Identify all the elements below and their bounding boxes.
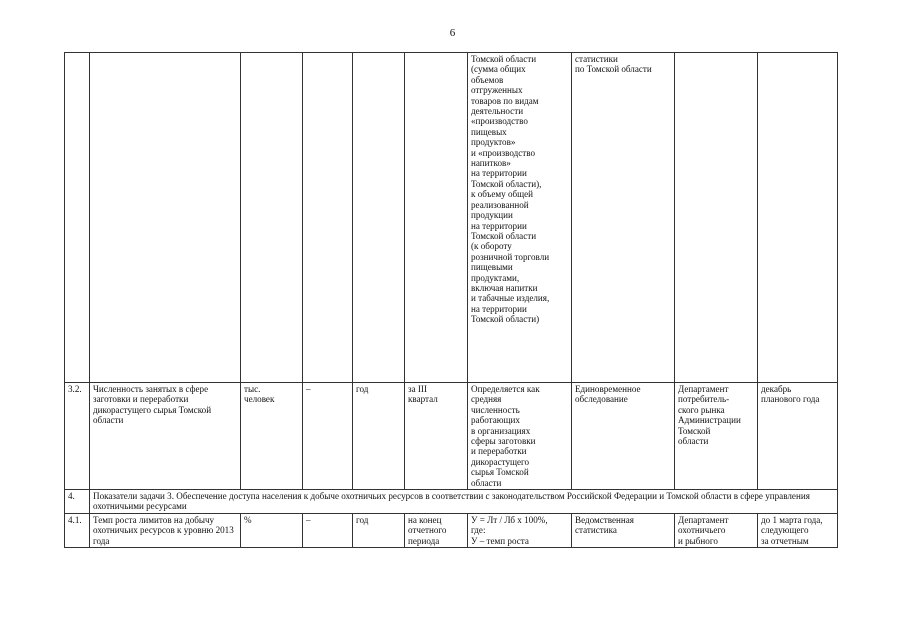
cell-name: Численность занятых в сфере заготовки и переработки дикорастущего сырья Томской области — [90, 383, 241, 490]
cell-num: 4.1. — [65, 513, 90, 547]
cell-responsible — [675, 53, 758, 383]
cell-dynamics — [303, 53, 353, 383]
cell-deadline: до 1 марта года, следующего за отчетным — [758, 513, 838, 547]
section-title: Показатели задачи 3. Обеспечение доступа населения к добыче охотничьих ресурсов в соответствии с законодательством Российской Федерации и Томской области в сфере управления охотничьими ресурсами — [90, 490, 838, 514]
cell-date — [405, 53, 468, 383]
cell-source: Единовременное обследование — [572, 383, 675, 490]
cell-method: Томской области (сумма общих объемов отгруженных товаров по видам деятельности «производство пищевых продуктов» и «производство напитков» на территории Томской области), к объему общей реализованной продукции на территории Томской области (к обороту розничной торговли пищевыми продуктами, включая напитки и табачные изделия, на территории Томской области) — [468, 53, 572, 383]
section-row — [65, 490, 838, 514]
cell-dynamics: – — [303, 383, 353, 490]
cell-dynamics: – — [303, 513, 353, 547]
cell-deadline — [758, 53, 838, 383]
cell-unit — [241, 53, 303, 383]
cell-method: Определяется как средняя численность работающих в организациях сферы заготовки и переработки дикорастущего сырья Томской области — [468, 383, 572, 490]
cell-name — [90, 53, 241, 383]
cell-frequency — [353, 53, 405, 383]
page-number: 6 — [449, 27, 456, 39]
table-row — [65, 513, 838, 547]
cell-unit: тыс. человек — [241, 383, 303, 490]
cell-source: Ведомственная статистика — [572, 513, 675, 547]
cell-name: Темп роста лимитов на добычу охотничьих ресурсов к уровню 2013 года — [90, 513, 241, 547]
table-row — [65, 383, 838, 490]
cell-method: У = Лт / Лб х 100%, где: У – темп роста — [468, 513, 572, 547]
cell-responsible: Департамент потребитель- ского рынка Администрации Томской области — [675, 383, 758, 490]
cell-source: статистики по Томской области — [572, 53, 675, 383]
table-row-continued — [65, 53, 838, 383]
indicators-table — [64, 52, 838, 548]
cell-num — [65, 53, 90, 383]
cell-date: за III квартал — [405, 383, 468, 490]
cell-deadline: декабрь планового года — [758, 383, 838, 490]
cell-num: 3.2. — [65, 383, 90, 490]
cell-frequency: год — [353, 383, 405, 490]
cell-unit: % — [241, 513, 303, 547]
cell-frequency: год — [353, 513, 405, 547]
cell-responsible: Департамент охотничьего и рыбного — [675, 513, 758, 547]
cell-date: на конец отчетного периода — [405, 513, 468, 547]
section-num: 4. — [65, 490, 90, 514]
